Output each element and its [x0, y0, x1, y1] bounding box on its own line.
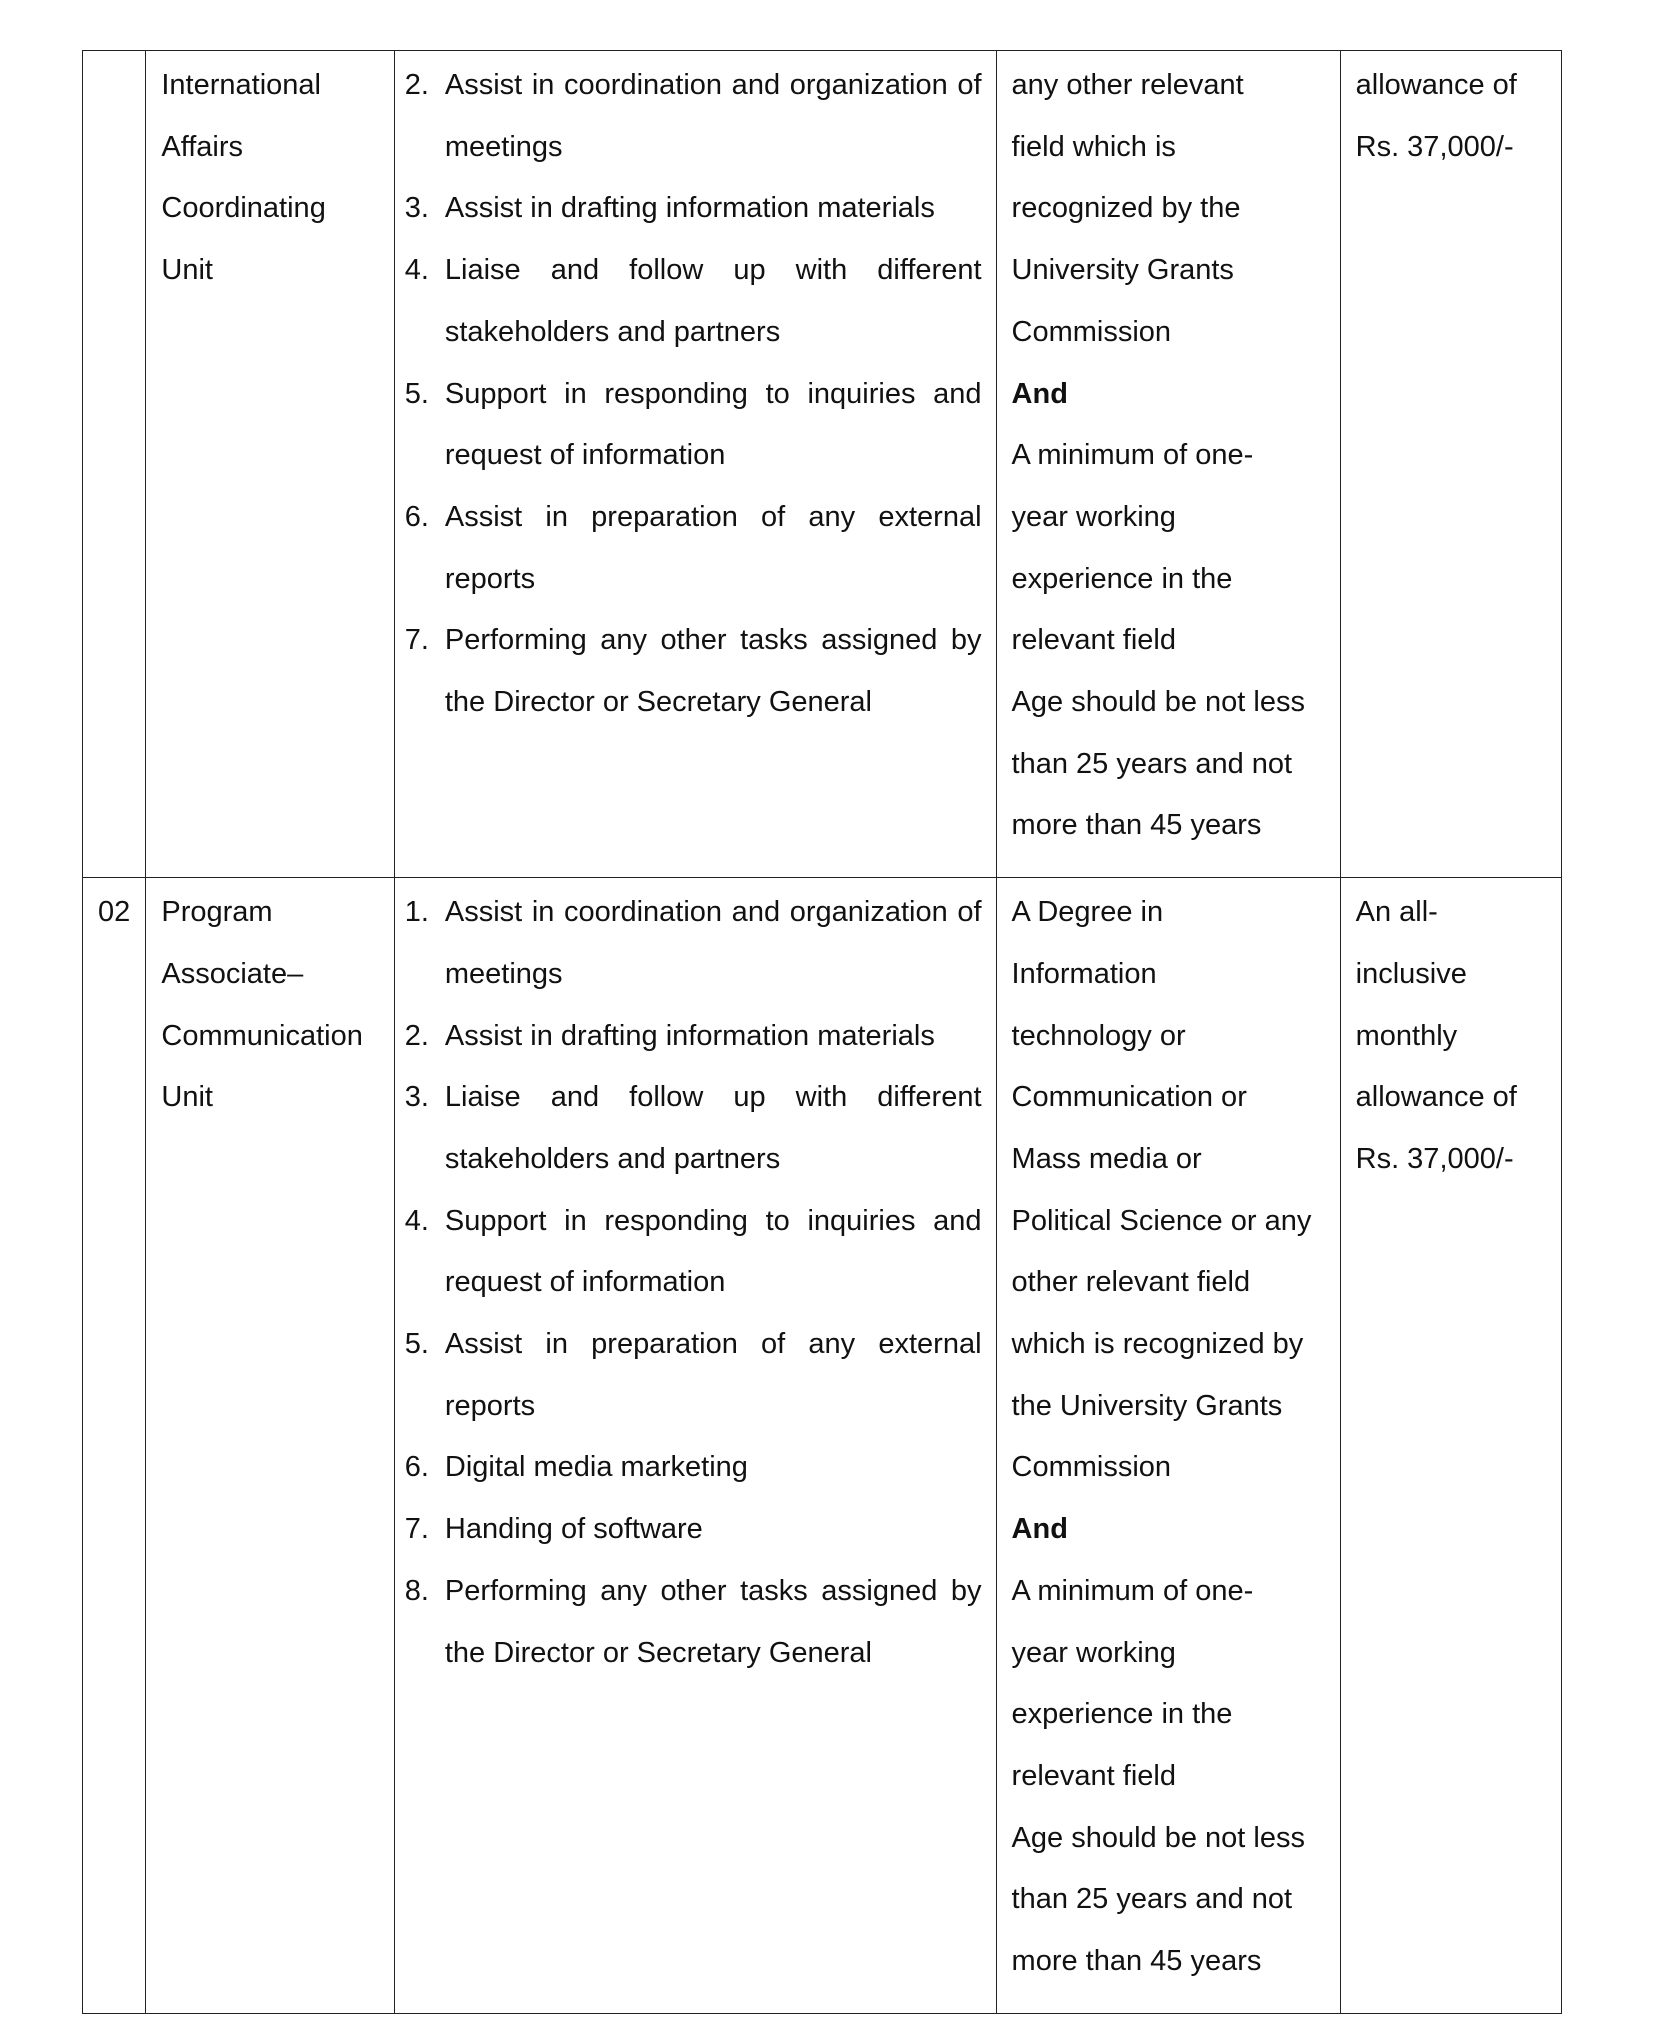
duty-number: 7. [404, 624, 429, 657]
qualification-line: which is recognized by [1011, 1328, 1304, 1361]
qualification-line: other relevant field [1011, 1266, 1251, 1299]
allowance-line: allowance of [1355, 1081, 1517, 1114]
post-title-line: Communication [161, 1019, 363, 1052]
qualification-line: Commission [1011, 315, 1172, 348]
qualification-line: year working [1011, 1636, 1176, 1669]
duties-cell [394, 51, 996, 878]
duty-text: Liaise and follow up with different stakeholders and partners [444, 1081, 982, 1175]
duty-item [395, 1314, 982, 1437]
duty-text: Digital media marketing [444, 1451, 748, 1484]
duty-text: Assist in coordination and organization of meetings [444, 896, 982, 990]
post-title-cell [146, 51, 395, 878]
post-title-line: Associate– [161, 957, 304, 990]
duties-list [395, 51, 982, 754]
post-title-line: Unit [161, 254, 213, 287]
duty-number: 4. [404, 254, 429, 287]
post-title-line: Unit [161, 1081, 213, 1114]
qualification-line: technology or [1011, 1019, 1186, 1052]
duty-number: 2. [404, 69, 429, 101]
duty-item [395, 1561, 982, 1684]
duty-number: 5. [404, 377, 429, 410]
qualification-line: And [1011, 1513, 1068, 1546]
qualification-line: A Degree in [1011, 896, 1164, 929]
qualification-line: A minimum of one- [1011, 1574, 1254, 1607]
allowance-line: monthly [1355, 1019, 1458, 1052]
qualification-line: relevant field [1011, 624, 1176, 657]
duty-text: Handing of software [444, 1513, 703, 1546]
qualification-line: experience in the [1011, 1698, 1233, 1731]
table-row [83, 51, 1562, 878]
duty-item [395, 55, 982, 178]
qualification-line: University Grants [1011, 254, 1234, 287]
serial-number: 02 [98, 896, 131, 929]
allowance-line: allowance of [1355, 69, 1517, 101]
allowance-cell [1340, 51, 1561, 878]
duty-number: 1. [404, 896, 429, 929]
duties-cell [394, 878, 996, 2014]
duty-number: 5. [404, 1328, 429, 1361]
serial-number-cell [83, 878, 146, 2014]
duty-item [395, 882, 982, 1005]
duty-number: 6. [404, 1451, 429, 1484]
vacancy-table-body [83, 51, 1562, 2014]
duty-text: Support in responding to inquiries and request of information [444, 1204, 982, 1299]
duty-number: 7. [404, 1513, 429, 1546]
qualification-line: And [1011, 377, 1068, 410]
duty-item [395, 1499, 982, 1561]
duty-item [395, 610, 982, 733]
post-title-cell [146, 878, 395, 2014]
duty-number: 4. [404, 1204, 429, 1237]
document-page [82, 50, 1562, 2014]
duty-item [395, 364, 982, 487]
qualification-cell [996, 51, 1340, 878]
duty-item [395, 1437, 982, 1499]
duty-number: 6. [404, 500, 429, 533]
qualification-line: Commission [1011, 1451, 1172, 1484]
duties-list [395, 878, 982, 1704]
duty-number: 2. [404, 1019, 429, 1052]
duty-text: Assist in preparation of any external reports [444, 1328, 982, 1422]
qualification-line: Information [1011, 957, 1157, 990]
duty-text: Performing any other tasks assigned by the Director or Secretary General [444, 1574, 982, 1669]
duty-number: 8. [404, 1574, 429, 1607]
qualification-line: more than 45 years [1011, 1945, 1262, 1978]
qualification-line: than 25 years and not [1011, 1883, 1293, 1916]
duty-text: Assist in drafting information materials [444, 192, 935, 225]
duty-text: Assist in coordination and organization of meetings [444, 69, 982, 163]
allowance-line: Rs. 37,000/- [1355, 130, 1514, 163]
allowance-line: inclusive [1355, 957, 1467, 990]
qualification-line: Age should be not less [1011, 1821, 1305, 1854]
duty-text: Liaise and follow up with different stakeholders and partners [444, 254, 982, 348]
qualification-cell [996, 878, 1340, 2014]
allowance-cell [1340, 878, 1561, 2014]
duty-item [395, 1067, 982, 1190]
vacancy-table [82, 50, 1562, 2014]
qualification-line: more than 45 years [1011, 809, 1262, 842]
serial-number-cell [83, 51, 146, 878]
duty-text: Assist in drafting information materials [444, 1019, 935, 1052]
qualification-line: experience in the [1011, 562, 1233, 595]
qualification-line: A minimum of one- [1011, 439, 1254, 472]
qualification-line: Communication or [1011, 1081, 1247, 1114]
qualification-line: than 25 years and not [1011, 747, 1293, 780]
duty-item [395, 487, 982, 610]
duty-item [395, 1191, 982, 1314]
duty-item [395, 178, 982, 240]
qualification-line: year working [1011, 500, 1176, 533]
duty-item [395, 1006, 982, 1068]
qualification-line: Age should be not less [1011, 686, 1305, 719]
qualification-line: relevant field [1011, 1759, 1176, 1792]
serial-number [83, 51, 145, 55]
qualification-line: field which is [1011, 130, 1176, 163]
qualification-line: Mass media or [1011, 1142, 1202, 1175]
qualification-line: Political Science or any [1011, 1204, 1312, 1237]
post-title-line: Program [161, 896, 273, 929]
duty-text: Performing any other tasks assigned by the Director or Secretary General [444, 624, 982, 719]
post-title-line: Coordinating [161, 192, 326, 225]
duty-text: Assist in preparation of any external reports [444, 500, 982, 595]
qualification-line: the University Grants [1011, 1389, 1283, 1422]
qualification-line: any other relevant [1011, 69, 1244, 101]
duty-item [395, 240, 982, 363]
allowance-line: An all- [1355, 896, 1438, 929]
table-row [83, 878, 1562, 2014]
duty-text: Support in responding to inquiries and request of information [444, 377, 982, 472]
duty-number: 3. [404, 192, 429, 225]
duty-number: 3. [404, 1081, 429, 1114]
allowance-line: Rs. 37,000/- [1355, 1142, 1514, 1175]
post-title-line: Affairs [161, 130, 244, 163]
qualification-line: recognized by the [1011, 192, 1241, 225]
post-title-line: International [161, 69, 321, 101]
